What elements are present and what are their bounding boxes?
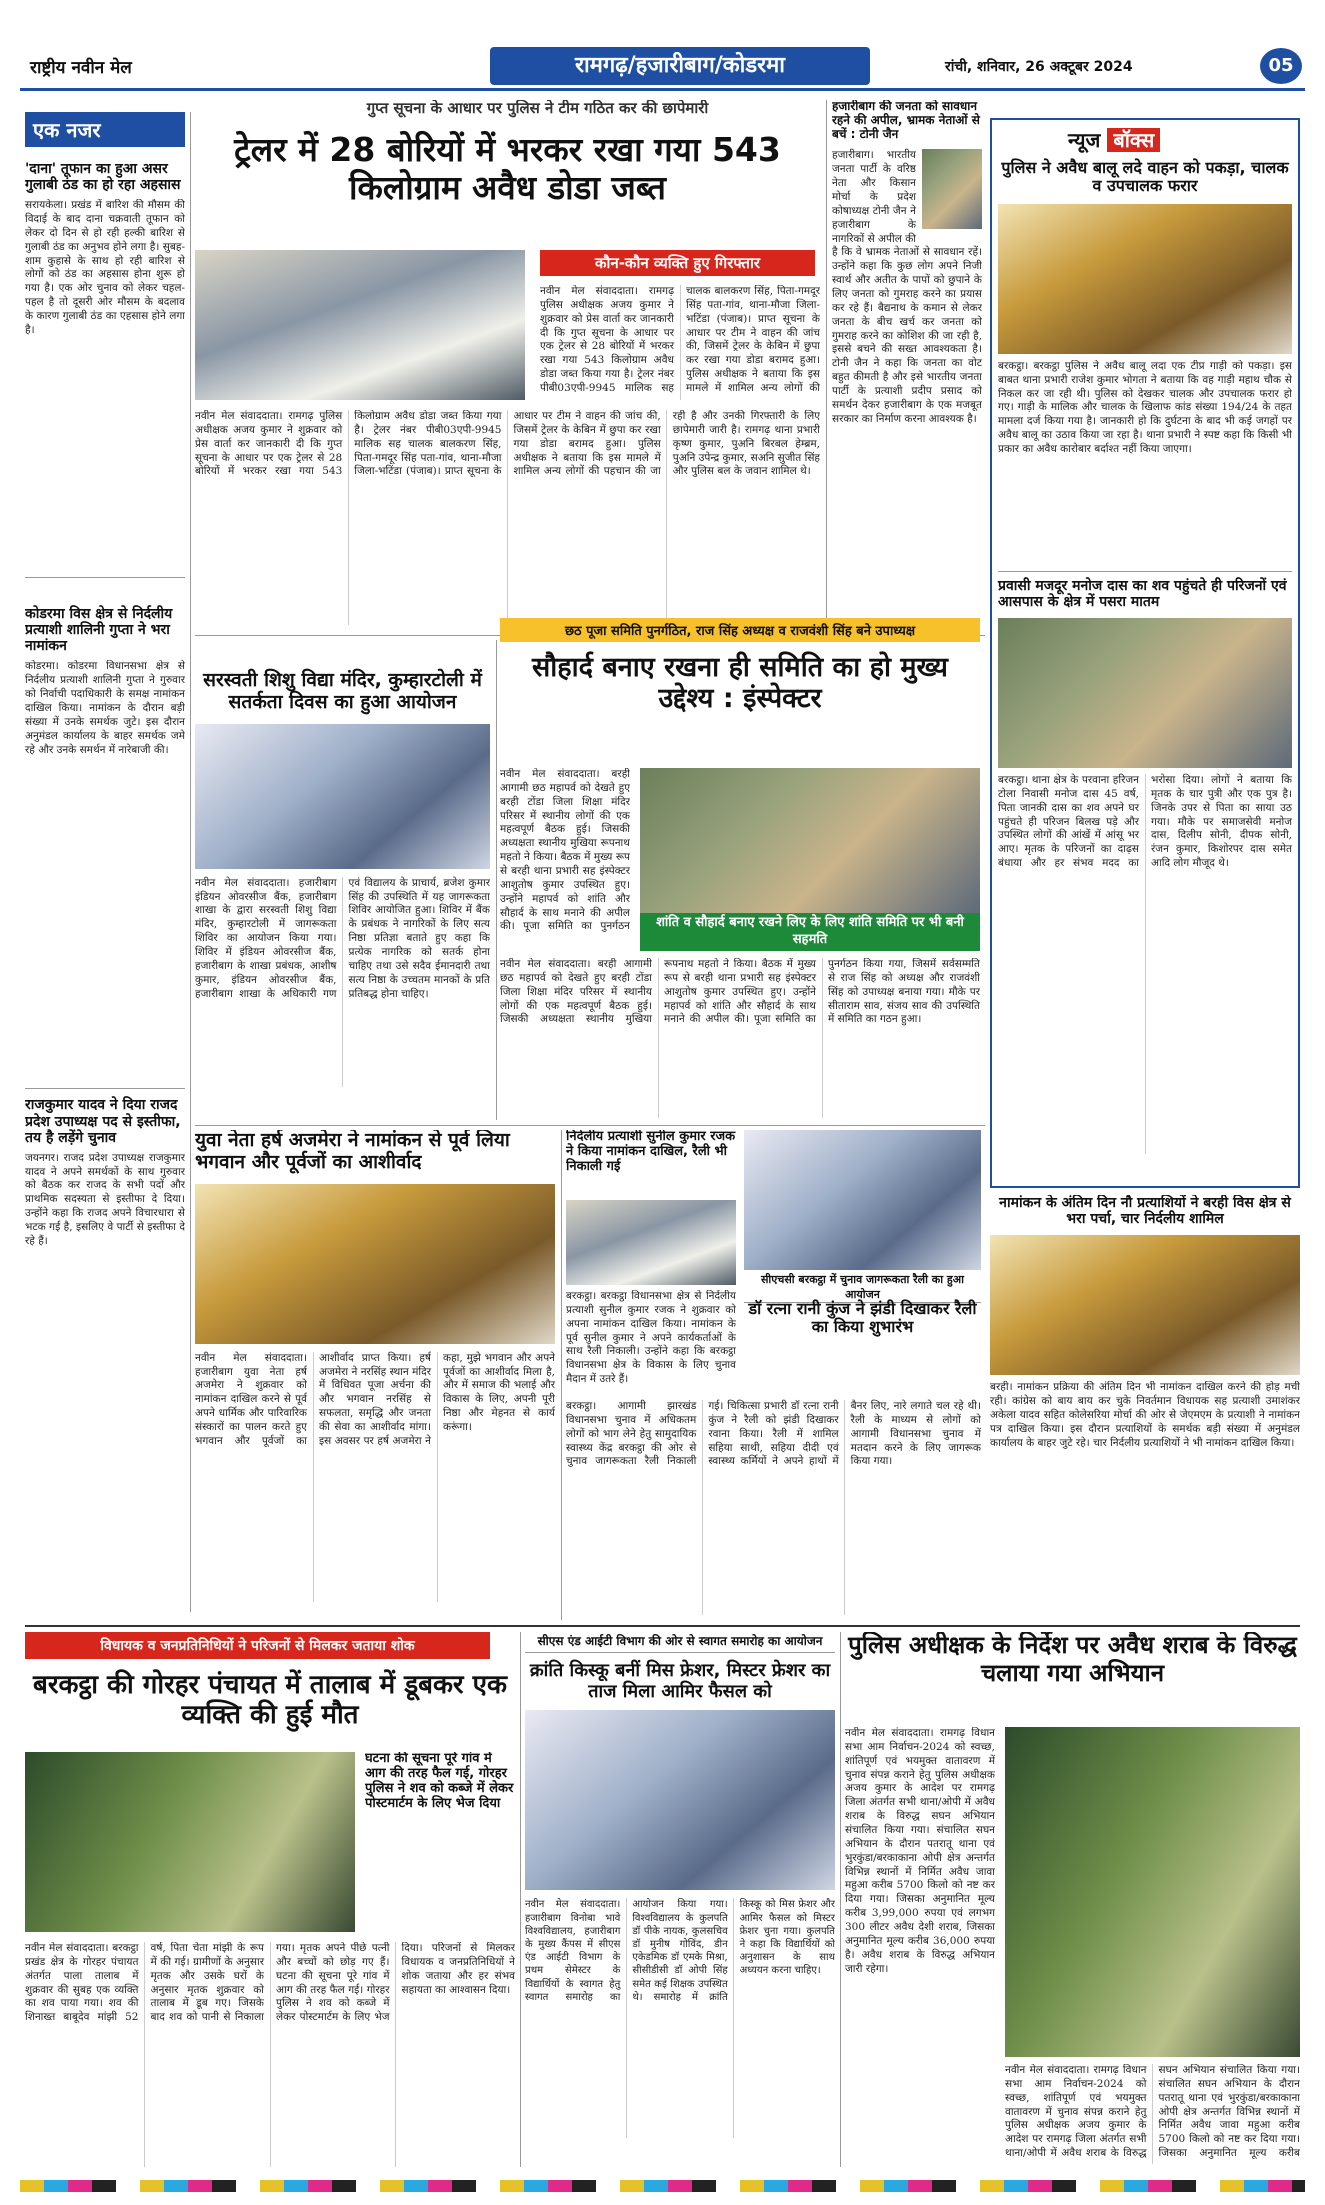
liquor-photo xyxy=(1005,1727,1300,2057)
hazaribagh-body: हजारीबाग। भारतीय जनता पार्टी के वरिष्ठ नेता और किसान मोर्चा के प्रदेश कोषाध्यक्ष टोनी जैन ने हजारीबाग के नागरिकों से अपील की है कि वे भ्रामक नेताओं से सावधान रहें। उन्होंने कहा कि कुछ लोग अपने निजी स्वार्थ और अतीत के पापों को छुपाने के लिए जनता को गुमराह करने का प्रयास कर रहे हैं। बैद्यनाथ के कमान से लेकर जनता के बीच खर्च कर जनता को गुमराह करने का कोशिश की जा रही है, इससे बचने की सख्त आवश्यकता है। टोनी जैन ने कहा कि जनता का वोट बहुत कीमती है और इसे भारतीय जनता पार्टी के प्रत्याशी प्रदीप प्रसाद को समर्थन देकर हजारीबाग के एक मजबूत सरकार का निर्माण करना आवश्यक है। xyxy=(832,149,982,425)
top-story-body: नवीन मेल संवाददाता। रामगढ़ पुलिस अधीक्षक अजय कुमार ने शुक्रवार को प्रेस वार्ता कर जानकारी दी कि गुप्त सूचना के आधार पर एक ट्रेलर से 28 बोरियों में भरकर रखा गया 543 किलोग्राम अवैध डोडा जब्त किया गया है। ट्रेलर नंबर पीबी03एपी-9945 मालिक सह चालक बालकरण सिंह, पिता-गमदूर सिंह पता-गांव, थाना-मौजा जिला-भटिंडा (पंजाब)। प्राप्त सूचना के आधार पर टीम ने वाहन की जांच की, जिसमें ट्रेलर के केबिन में छुपा कर रखा गया डोडा बरामद हुआ। पुलिस अधीक्षक ने बताया कि इस मामले में शामिल अन्य लोगों की xyxy=(540,285,820,395)
left-item-2-headline: कोडरमा विस क्षेत्र से निर्दलीय प्रत्याशी शालिनी गुप्ता ने भरा नामांकन xyxy=(25,606,173,655)
gorhar-kicker: विधायक व जनप्रतिनिधियों ने परिजनों से मिलकर जताया शोक xyxy=(25,1632,490,1659)
left-column xyxy=(25,112,185,1612)
issue-date: रांची, शनिवार, 26 अक्टूबर 2024 xyxy=(945,59,1133,75)
news-box-headline: पुलिस ने अवैध बालू लदे वाहन को पकड़ा, चालक व उपचालक फरार xyxy=(1001,158,1289,196)
section-banner: रामगढ़/हजारीबाग/कोडरमा xyxy=(490,47,870,85)
top-story-photo xyxy=(195,250,525,400)
page-number: 05 xyxy=(1260,48,1302,84)
left-item-1-body: सरायकेला। प्रखंड में बारिश की मौसम की विदाई के बाद दाना चक्रवाती तूफान को लेकर दो दिन से हो रही हल्की बारिश से गुलाबी ठंड का अनुभव होने लगा है। सुबह-शाम कुहासे के साथ हो रही बारिश से लोगों को ठंड का अहसास होना शुरू हो गया है। एक ओर चुनाव को लेकर चहल-पहल है तो दूसरी ओर मौसम के बदलाव के कारण गुलाबी ठंड का एहसास होने लगा है। xyxy=(25,199,185,336)
gorhar-body: नवीन मेल संवाददाता। बरकट्ठा प्रखंड क्षेत्र के गोरहर पंचायत अंतर्गत पाला तालाब में शुक्रवार की सुबह एक व्यक्ति का शव पाया गया। शव की शिनाख्त बाबूदेव मांझी 52 वर्ष, पिता चेता मांझी के रूप में की गई। ग्रामीणों के अनुसार मृतक और उसके घरों के अनुसार मृतक शुक्रवार को तालाब में डूब गए। जिसके बाद शव को पानी से निकाला गया। मृतक अपने पीछे पत्नी और बच्चों को छोड़ गए हैं। घटना की सूचना पूरे गांव में आग की तरह फैल गई। गोरहर पुलिस ने शव को कब्जे में लेकर पोस्टमार्टम के लिए भेज दिया। परिजनों से मिलकर विधायक व जनप्रतिनिधियों ने शोक जताया और हर संभव सहायता का आश्वासन दिया। xyxy=(25,1942,515,2024)
news-box xyxy=(990,118,1300,1188)
hazaribagh-kicker: हजारीबाग की जनता को सावधान रहने की अपील, भ्रामक नेताओं से बचें : टोनी जैन xyxy=(832,100,980,141)
liquor-body: नवीन मेल संवाददाता। रामगढ़ विधान सभा आम निर्वाचन-2024 को स्वच्छ, शांतिपूर्ण एवं भयमुक्त वातावरण में चुनाव संपन्न कराने हेतु पुलिस अधीक्षक अजय कुमार के आदेश पर रामगढ़ जिला अंतर्गत सभी थाना/ओपी में अवैध शराब के विरुद्ध सघन अभियान संचालित किया गया। संचालित सघन अभियान के दौरान पतरातू थाना एवं भुरकुंडा/बरकाकाना ओपी क्षेत्र अन्तर्गत विभिन्न स्थानों में निर्मित अवैध जावा महुआ करीब 5700 किलो को नष्ट कर दिया गया। जिसका अनुमानित मूल्य करीब 3,99,000 रुपया एवं लगभग 300 लीटर अवैध देशी शराब, जिसका अनुमानित मूल्य करीब 36,000 रुपया है। अवैध शराब के विरुद्ध अभियान जारी रहेगा। xyxy=(845,1727,995,1975)
rally-photo xyxy=(744,1130,981,1270)
sunil-headline: निर्दलीय प्रत्याशी सुनील कुमार रजक ने किया नामांकन दाखिल, रैली भी निकाली गई xyxy=(566,1130,736,1174)
brand-logo: राष्ट्रीय नवीन मेल xyxy=(30,58,132,78)
sunil-body: बरकट्ठा। बरकट्ठा विधानसभा क्षेत्र से निर्दलीय प्रत्याशी सुनील कुमार रजक ने शुक्रवार को अपना नामांकन दाखिल किया। नामांकन के पूर्व सुनील कुमार ने अपने कार्यकर्ताओं के साथ रैली निकाली। उन्होंने कहा कि बरकट्ठा विधानसभा क्षेत्र के विकास के लिए चुनाव मैदान में उतरे हैं। xyxy=(566,1290,736,1386)
chhath-body-left: नवीन मेल संवाददाता। बरही आगामी छठ महापर्व को देखते हुए बरही टोंडा जिला शिक्षा मंदिर परिसर में स्थानीय लोगों की एक महत्वपूर्ण बैठक हुई। जिसकी अध्यक्षता स्थानीय मुखिया रूपनाथ महतो ने किया। बैठक में मुख्य रूप से बरही थाना प्रभारी सह इंस्पेक्टर आशुतोष कुमार उपस्थित हुए। उन्होंने महापर्व को शांति और सौहार्द के साथ मनाने की अपील की। पूजा समिति का पुनर्गठन xyxy=(500,768,630,933)
nomination-story xyxy=(990,1195,1300,1615)
hazaribagh-story xyxy=(832,100,982,630)
chhath-headline: सौहार्द बनाए रखना ही समिति का हो मुख्य उद्देश्य : इंस्पेक्टर xyxy=(532,652,948,715)
liquor-story xyxy=(845,1632,1300,2167)
gorhar-headline: बरकट्ठा की गोरहर पंचायत में तालाब में डूबकर एक व्यक्ति की हुई मौत xyxy=(33,1670,507,1730)
miss-fresher-body: नवीन मेल संवाददाता। हजारीबाग विनोबा भावे विश्वविद्यालय, हजारीबाग के मुख्य कैंपस में सीएस एंड आईटी विभाग के प्रथम सेमेस्टर के विद्यार्थियों के स्वागत हेतु स्वागत समारोह का आयोजन किया गया। विश्वविद्यालय के कुलपति डॉ पीके नायक, कुलसचिव डॉ मुनीष गोविंद, डीन एकेडमिक डॉ एमके मिश्रा, सीसीडीसी डॉ ओपी सिंह समेत कई शिक्षक उपस्थित थे। समारोह में क्रांति किस्कू को मिस फ्रेशर और आमिर फैसल को मिस्टर फ्रेशर चुना गया। कुलपति ने कहा कि विद्यार्थियों को अनुशासन के साथ अध्ययन करना चाहिए। xyxy=(525,1899,835,2003)
miss-fresher-photo xyxy=(525,1710,835,1890)
manoj-das-photo xyxy=(998,618,1292,768)
miss-fresher-kicker: सीएस एंड आईटी विभाग की ओर से स्वागत समारोह का आयोजन xyxy=(525,1632,835,1653)
rally-headline: डॉ रत्ना रानी कुंज ने झंडी दिखाकर रैली का किया शुभारंभ xyxy=(748,1299,977,1337)
left-item-3-body: जयनगर। राजद प्रदेश उपाध्यक्ष राजकुमार यादव ने अपने समर्थकों के साथ गुरुवार को बैठक कर राजद के सभी पदों और प्राथमिक सदस्यता से इस्तीफा दे दिया। उन्होंने कहा कि राजद अपने विचारधारा से भटक गई है, इसलिए वे पार्टी से इस्तीफा दे रहे हैं। xyxy=(25,1151,185,1247)
left-item-3-headline: राजकुमार यादव ने दिया राजद प्रदेश उपाध्यक्ष पद से इस्तीफा, तय है लड़ेंगे चुनाव xyxy=(25,1097,181,1146)
gorhar-story xyxy=(25,1632,515,2167)
saraswati-story xyxy=(195,640,490,1120)
sand-truck-photo xyxy=(998,204,1292,354)
rally-body: बरकट्ठा। आगामी झारखंड विधानसभा चुनाव में अधिकतम लोगों को भाग लेने हेतु सामुदायिक स्वास्थ्य केंद्र बरकट्ठा की ओर से चुनाव जागरूकता रैली निकाली गई। चिकित्सा प्रभारी डॉ रत्ना रानी कुंज ने रैली को झंडी दिखाकर रवाना किया। रैली में शामिल सहिया साथी, सहिया दीदी एवं स्वास्थ्य कर्मियों ने अपने हाथों में बैनर लिए, नारे लगाते चल रहे थी। रैली के माध्यम से लोगों को आगामी विधानसभा चुनाव में मतदान करने के लिए जागरूक किया गया। xyxy=(566,1400,981,1468)
nomination-headline: नामांकन के अंतिम दिन नौ प्रत्याशियों ने बरही विस क्षेत्र से भरा पर्चा, चार निर्दलीय शामिल xyxy=(999,1195,1291,1228)
news-box-second-headline: प्रवासी मजदूर मनोज दास का शव पहुंचते ही परिजनों एवं आसपास के क्षेत्र में पसरा मातम xyxy=(998,577,1287,610)
harsh-photo xyxy=(195,1184,555,1344)
top-story-subhead: कौन-कौन व्यक्ति हुए गिरफ्तार xyxy=(540,250,815,276)
top-story xyxy=(195,100,820,630)
news-box-second-body: बरकट्ठा। थाना क्षेत्र के परवाना हरिजन टोला निवासी मनोज दास 45 वर्ष, पिता जानकी दास का शव अपने घर पहुंचते ही परिजन बिलख पड़े और उपस्थित लोगों की आंखें में आंसू भर आए। मृतक के परिजनों का दाढ़स बंधाया और हर संभव मदद का भरोसा दिया। लोगों ने बताया कि मृतक के चार पुत्री और एक पुत्र है। जिनके उपर से पिता का साया उठ गया। मौके पर समाजसेवी मनोज दास, दिलीप सोनी, दीपक सोनी, रंजन कुमार, किशोरपर दास समेत आदि लोग मौजूद थे। xyxy=(998,773,1292,870)
footer-color-bar xyxy=(20,2180,1305,2192)
chhath-kicker: छठ पूजा समिति पुनर्गठित, राज सिंह अध्यक्ष व राजवंशी सिंह बने उपाध्यक्ष xyxy=(500,618,980,642)
rally-caption: सीएचसी बरकट्ठा में चुनाव जागरूकता रैली का हुआ आयोजन xyxy=(744,1272,981,1303)
top-story-headline: ट्रेलर में 28 बोरियों में भरकर रखा गया 543 किलोग्राम अवैध डोडा जब्त xyxy=(234,130,781,208)
sunil-story xyxy=(566,1130,981,1620)
sunil-photo xyxy=(566,1200,736,1285)
gorhar-photo xyxy=(25,1752,355,1932)
harsh-story xyxy=(195,1130,555,1620)
miss-fresher-headline: क्रांति किस्कू बनीं मिस फ्रेशर, मिस्टर फ्रेशर का ताज मिला आमिर फैसल को xyxy=(529,1660,831,1702)
nomination-photo xyxy=(990,1235,1300,1375)
chhath-body: नवीन मेल संवाददाता। बरही आगामी छठ महापर्व को देखते हुए बरही टोंडा जिला शिक्षा मंदिर परिसर में स्थानीय लोगों की एक महत्वपूर्ण बैठक हुई। जिसकी अध्यक्षता स्थानीय मुखिया रूपनाथ महतो ने किया। बैठक में मुख्य रूप से बरही थाना प्रभारी सह इंस्पेक्टर आशुतोष कुमार उपस्थित हुए। उन्होंने महापर्व को शांति और सौहार्द के साथ मनाने की अपील की। पूजा समिति का पुनर्गठन किया गया, जिसमें सर्वसम्मति से राज सिंह को अध्यक्ष और राजवंशी सिंह को उपाध्यक्ष बनाया गया। मौके पर सीताराम साव, संजय साव की उपस्थिति में समिति का गठन हुआ। xyxy=(500,958,980,1026)
gorhar-sidebar-text: घटना की सूचना पूरे गांव में आग की तरह फैल गई, गोरहर पुलिस ने शव को कब्जे में लेकर पोस्टमार्टम के लिए भेज दिया xyxy=(365,1752,514,1811)
harsh-headline: युवा नेता हर्ष अजमेरा ने नामांकन से पूर्व लिया भगवान और पूर्वजों का आशीर्वाद xyxy=(195,1130,510,1173)
chhath-story xyxy=(500,618,980,1118)
liquor-body-continued: नवीन मेल संवाददाता। रामगढ़ विधान सभा आम निर्वाचन-2024 को स्वच्छ, शांतिपूर्ण एवं भयमुक्त वातावरण में चुनाव संपन्न कराने हेतु पुलिस अधीक्षक अजय कुमार के आदेश पर रामगढ़ जिला अंतर्गत सभी थाना/ओपी में अवैध शराब के विरुद्ध सघन अभियान संचालित किया गया। संचालित सघन अभियान के दौरान पतरातू थाना एवं भुरकुंडा/बरकाकाना ओपी क्षेत्र अन्तर्गत विभिन्न स्थानों में निर्मित अवैध जावा महुआ करीब 5700 किलो को नष्ट कर दिया गया। जिसका अनुमानित मूल्य करीब xyxy=(1005,2064,1300,2160)
saraswati-headline: सरस्वती शिशु विद्या मंदिर, कुम्हारटोली में सतर्कता दिवस का हुआ आयोजन xyxy=(203,669,482,713)
chhath-photo xyxy=(640,768,980,913)
news-box-body: बरकट्ठा। बरकट्ठा पुलिस ने अवैध बालू लदा एक टीप्र गाड़ी को पकड़ा। इस बाबत थाना प्रभारी राजेश कुमार भोगता ने बताया कि वह गाड़ी महाथ चौक से निकल कर जा रही थी। पुलिस को देखकर चालक और उपचालक फरार हो गए। गाड़ी के मालिक और चालक के खिलाफ कांड संख्या 194/24 के तहत मामला दर्ज किया गया है। जानकारी हो कि दुर्घटना के बाद भी कई जगहों पर अवैध बालू का उठाव किया जा रहा है। थाना प्रभारी ने स्पष्ट कहा कि किसी भी प्रकार का अवैध कारोबार बर्दाश्त नहीं किया जाएगा। xyxy=(998,359,1292,455)
liquor-headline: पुलिस अधीक्षक के निर्देश पर अवैध शराब के विरुद्ध चलाया गया अभियान xyxy=(848,1632,1297,1687)
news-box-label: न्यूज बॉक्स xyxy=(1068,126,1292,153)
ek-nazar-label: एक नजर xyxy=(25,112,185,147)
chhath-caption: शांति व सौहार्द बनाए रखने लिए के लिए शांति समिति पर भी बनी सहमति xyxy=(640,913,980,951)
top-story-kicker: गुप्त सूचना के आधार पर पुलिस ने टीम गठित कर की छापेमारी xyxy=(366,100,709,117)
saraswati-body: नवीन मेल संवाददाता। हजारीबाग इंडियन ओवरसीज बैंक, हजारीबाग शाखा के द्वारा सरस्वती शिशु विद्या मंदिर, कुम्हारटोली में जागरूकता शिविर का आयोजन किया गया। शिविर में इंडियन ओवरसीज बैंक, हजारीबाग के शाखा प्रबंधक, आशीष कुमार, इंडियन ओवरसीज बैंक, हजारीबाग शाखा के अधिकारी गण एवं विद्यालय के प्राचार्य, ब्रजेश कुमार सिंह की उपस्थिति में यह जागरूकता शिविर आयोजित हुआ। शिविर में बैंक के प्रबंधक ने नागरिकों के लिए सत्य निष्ठा प्रतिज्ञा बताते हुए कहा कि प्रत्येक नागरिक को सतर्क होना चाहिए तथा उसे सदैव ईमानदारी तथा सत्य निष्ठा के उच्चतम मानकों के प्रति प्रतिबद्ध होना चाहिए। xyxy=(195,876,490,1000)
nomination-body: बरही। नामांकन प्रक्रिया की अंतिम दिन भी नामांकन दाखिल करने की होड़ मची रही। कांग्रेस को बाय बाय कर चुके निवर्तमान विधायक सह प्रत्याशी उमाशंकर अकेला यादव सहित कोलेसरिया मोर्चा की ओर से जेएमएम के प्रत्याशी ने नामांकन पत्र दाखिल किया। इस दौरान प्रत्याशियों के समर्थक बड़ी संख्या में अनुमंडल कार्यालय के बाहर जुटे रहे। चार निर्दलीय प्रत्याशियों ने भी नामांकन दाखिल किया। xyxy=(990,1381,1300,1449)
left-item-2-body: कोडरमा। कोडरमा विधानसभा क्षेत्र से निर्दलीय प्रत्याशी शालिनी गुप्ता ने गुरुवार को निर्वाची पदाधिकारी के समक्ष नामांकन दाखिल किया। नामांकन के दौरान बड़ी संख्या में उनके समर्थक जुटे। इस दौरान अनुमंडल कार्यालय के बाहर समर्थक जमे रहे और उनके समर्थन में नारेबाजी की। xyxy=(25,660,185,756)
top-story-body-continued: नवीन मेल संवाददाता। रामगढ़ पुलिस अधीक्षक अजय कुमार ने शुक्रवार को प्रेस वार्ता कर जानकारी दी कि गुप्त सूचना के आधार पर एक ट्रेलर से 28 बोरियों में भरकर रखा गया 543 किलोग्राम अवैध डोडा जब्त किया गया है। ट्रेलर नंबर पीबी03एपी-9945 मालिक सह चालक बालकरण सिंह, पिता-गमदूर सिंह पता-गांव, थाना-मौजा जिला-भटिंडा (पंजाब)। प्राप्त सूचना के आधार पर टीम ने वाहन की जांच की, जिसमें ट्रेलर के केबिन में छुपा कर रखा गया डोडा बरामद हुआ। पुलिस अधीक्षक ने बताया कि इस मामले में शामिल अन्य लोगों की पहचान की जा रही है और उनकी गिरफ्तारी के लिए छापेमारी जारी है। रामगढ़ थाना प्रभारी कृष्ण कुमार, पुअनि बिरबल हेम्ब्रम, पुअनि उपेन्द्र कुमार, सअनि सुजीत सिंह और पुलिस बल के जवान शामिल थे। xyxy=(195,410,820,478)
miss-fresher-story xyxy=(525,1632,835,2167)
left-item-1-headline: 'दाना' तूफान का हुआ असर गुलाबी ठंड का हो रहा अहसास xyxy=(25,161,181,194)
masthead xyxy=(20,45,1305,91)
tony-jain-photo xyxy=(922,149,982,229)
saraswati-photo xyxy=(195,724,490,869)
harsh-body: नवीन मेल संवाददाता। हजारीबाग युवा नेता हर्ष अजमेरा ने शुक्रवार को नामांकन दाखिल करने से पूर्व अपने धार्मिक और पारिवारिक संस्कारों का पालन करते हुए भगवान और पूर्वजों का आशीर्वाद प्राप्त किया। हर्ष अजमेरा ने नरसिंह स्थान मंदिर में विधिवत पूजा अर्चना की और भगवान नरसिंह से सफलता, समृद्धि और जनता की सेवा का आशीर्वाद मांगा। इस अवसर पर हर्ष अजमेरा ने कहा, मुझे भगवान और अपने पूर्वजों का आशीर्वाद मिला है, और में समाज की भलाई और विकास के लिए, अपनी पूरी निष्ठा और मेहनत से कार्य करूंगा। xyxy=(195,1351,555,1447)
